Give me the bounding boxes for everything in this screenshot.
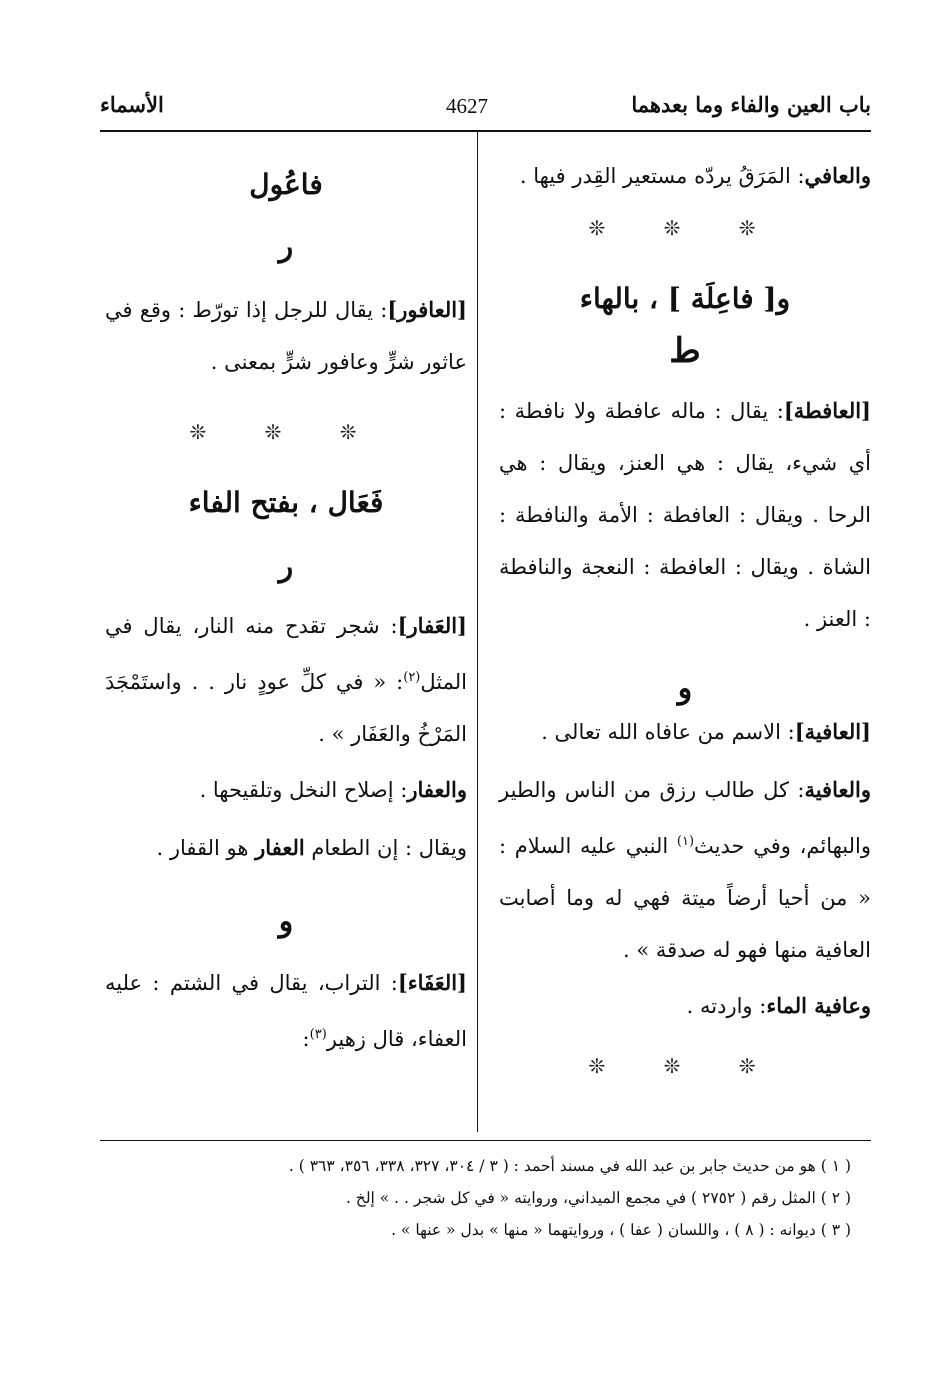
entry-al-afiya [499,718,871,746]
entry-text: : كل طالب رزق من الناس والطير والبهائم، وفي حديث [499,778,871,858]
entry-text: ويقال : إن الطعام [311,836,467,860]
footnotes [91,1150,851,1246]
entry-term: والعافي [804,163,871,188]
entry-term: والعافية [804,777,871,802]
entry-text: : المَرَقُ يردّه مستعير القِدر فيها . [519,164,805,188]
entry-term: [العافطة] [783,398,871,423]
footnote-1: ( ١ ) هو من حديث جابر بن عبد الله في مسند أحمد : ( ٣ / ٣٠٤، ٣٢٧، ٣٣٨، ٣٥٦، ٣٦٣ ) . [288,1157,851,1175]
entry-text: : التراب، يقال في الشتم : عليه العفاء، قال زهير [105,971,467,1051]
entry-term: والعفار [407,777,467,802]
section-heading: فَعَال ، بفتح الفاء [188,486,384,519]
entry-al-afar [105,600,467,760]
entry-term: [العافور] [387,297,467,322]
entry-term: العفار [255,835,305,860]
entry-term: وعافية الماء [766,993,871,1018]
entry-term: [العَفار] [397,613,467,638]
entry-wal-afar [105,776,467,804]
footnote-ref: (٣) [309,1027,327,1042]
page-number: 4627 [446,94,488,118]
entry-text: : إصلاح النخل وتلقيحها . [199,778,408,802]
letter-heading-ta: ط [669,331,701,371]
separator-stars: ❊ ❊ ❊ [189,420,383,444]
footnote-3: ( ٣ ) ديوانه : ( ٨ ) ، واللسان ( عفا ) ، وروايتهما « منها » بدل « عنها » . [391,1221,851,1239]
separator-stars: ❊ ❊ ❊ [588,216,782,240]
letter-heading-ra: ر [278,549,294,584]
entry-text: : واردته . [686,994,767,1018]
entry-text-cont: هو القفار . [156,836,249,860]
letter-heading-waw: و [278,904,294,939]
entry-text: : يقال : ماله عافطة ولا نافطة : أي شيء، يقال : هي العنز، ويقال : هي الرحا . ويقال : العافطة : الأمة والنافطة : الشاة . ويقال : العافطة : النعجة والنافطة : العنز . [499,399,871,631]
entry-text: : شجر تقدح منه النار، يقال في المثل [105,614,467,694]
entry-wal-afiya [499,764,871,976]
section-title: الأسماء [100,92,164,117]
chapter-title: باب العين والفاء وما بعدهما [631,92,871,117]
letter-heading-waw: و [677,671,693,706]
entry-text-cont: : « في كلِّ عودٍ نار . . واستَمْجَدَ المَرْخُ والعَفَار » . [105,670,467,746]
entry-text-cont: النبي عليه السلام : « من أحيا أرضاً ميتة فهي له وما أصابت العافية منها فهو له صدقة » . [499,834,871,962]
entry-term: [العافية] [794,719,871,744]
entry-term: [العَفَاء] [397,970,467,995]
entry-text: : يقال للرجل إذا تورّط : وقع في عاثور شرٍّ وعافور شرٍّ بمعنى . [105,298,467,374]
entry-al-afi [499,162,871,190]
entry-al-afita [499,385,871,645]
entry-al-afur [105,284,467,388]
separator-stars: ❊ ❊ ❊ [588,1054,782,1078]
left-column [105,150,467,1065]
footnote-rule [100,1140,871,1141]
footnote-2: ( ٢ ) المثل رقم ( ٢٧٥٢ ) في مجمع الميداني، وروايته « في كل شجر . . » إلخ . [345,1189,851,1207]
entry-al-qafar [105,834,467,862]
section-heading: و[ فاعِلَة ] ، بالهاء [579,282,791,315]
right-column [499,150,871,1078]
column-divider [477,130,478,1132]
entry-text: : الاسم من عافاه الله تعالى . [541,720,795,744]
footnote-ref: (٢) [403,670,421,685]
entry-afiyat-al-ma [499,992,871,1020]
footnote-ref: (١) [676,834,695,849]
header-rule [100,130,871,132]
entry-al-afa [105,957,467,1065]
section-heading: فاعُول [249,168,323,201]
entry-text-cont: : [302,1027,310,1051]
letter-heading-ra: ر [278,229,294,264]
